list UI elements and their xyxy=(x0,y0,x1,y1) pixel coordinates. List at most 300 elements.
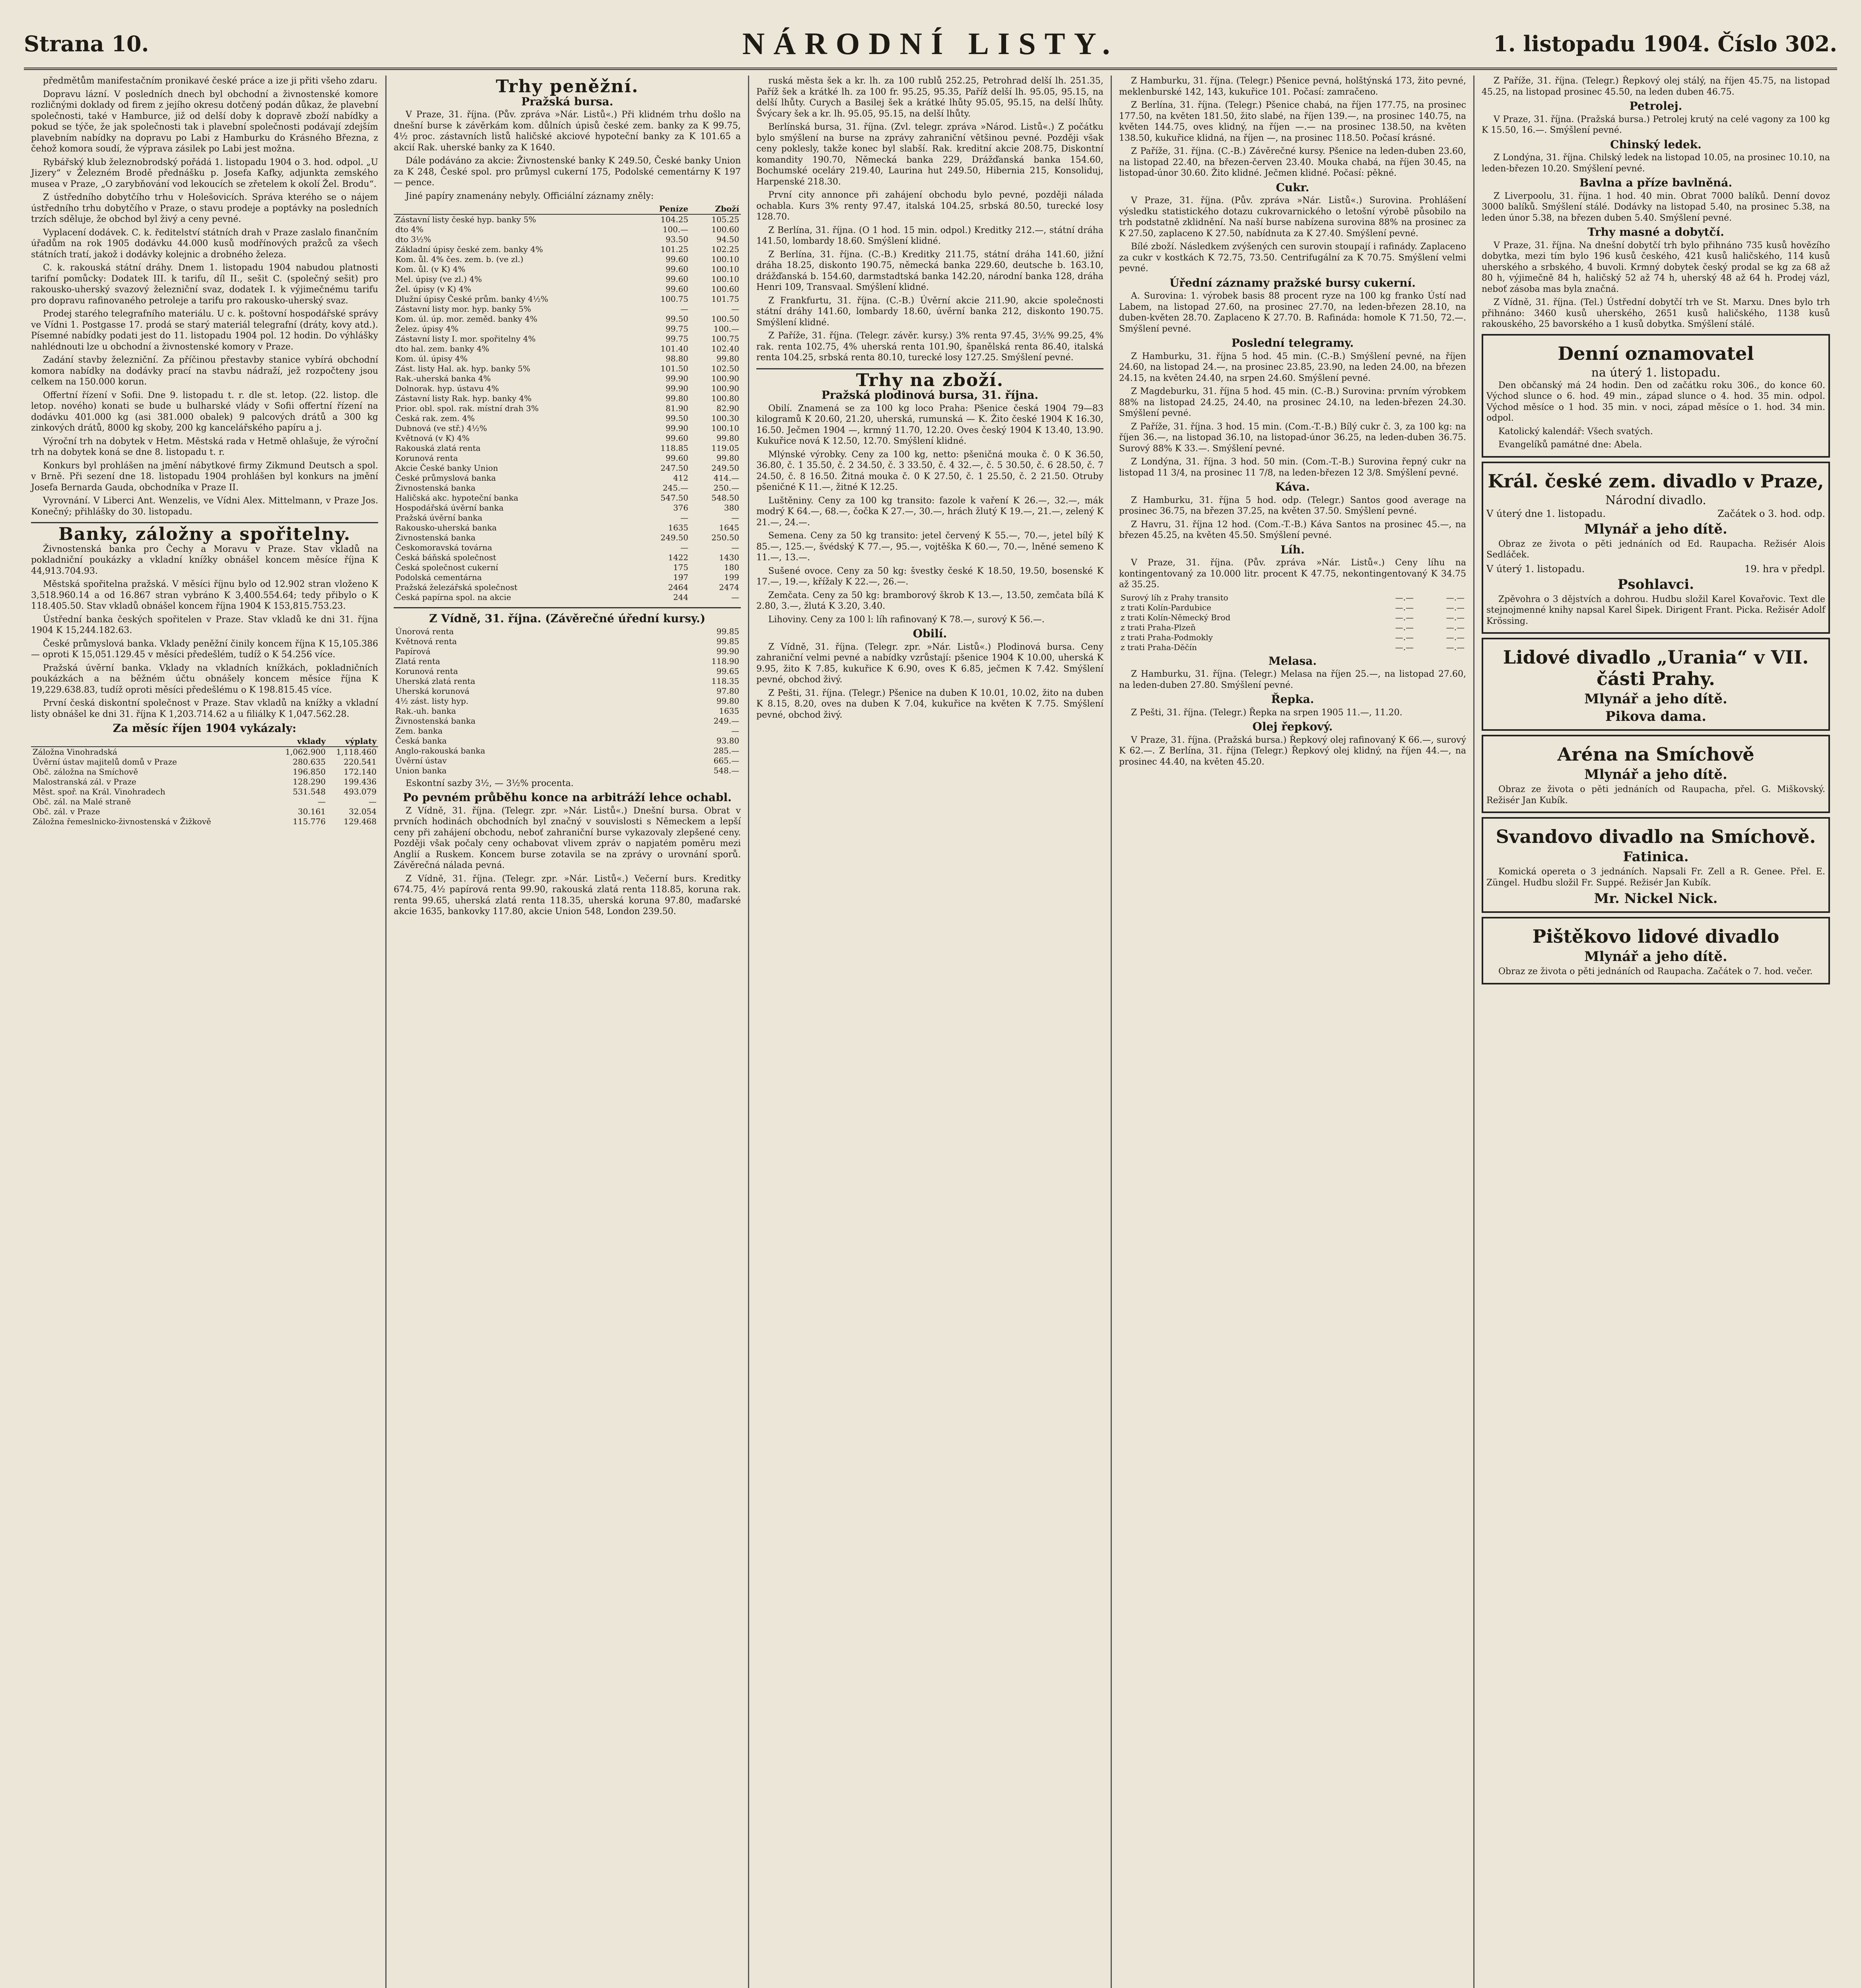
table-row xyxy=(394,503,741,513)
article-paragraph: Z Pešti, 31. října. (Telegr.) Pšenice na duben K 10.01, 10.02, žito na duben K 8.15, 8.20, oves na duben K 7.04, kukuřice na květen K 7.75. Smýšlení pevné, obchod živý. xyxy=(756,688,1103,720)
row-label: z trati Praha-Děčín xyxy=(1121,642,1197,652)
article-paragraph: Obilí. Znamená se za 100 kg loco Praha: Pšenice česká 1904 79—83 kilogramů K 20.60, 21.20, uherská, rumunská — K. Žito české 1904 K 16.30, 16.50. Ječmen 1904 —, krmný 11.70, 12.20. Oves český 1904 K 13.40, 13.90. Kukuřice nová K 12.50, 12.70. Smýšlení klidné. xyxy=(756,403,1103,446)
play-title: Mlynář a jeho dítě. xyxy=(1584,949,1727,965)
article-paragraph: Semena. Ceny za 50 kg transito: jetel červený K 55.—, 70.—, jetel bílý K 85.—, 125.—, švédský K 77.—, 95.—, vojtěška K 60.—, 70.—, lněné semeno K 11.—, 13.—. xyxy=(756,531,1103,563)
row-label: Union banka xyxy=(395,765,447,775)
row-value: 98.80 xyxy=(665,354,688,363)
article-paragraph: Z Magdeburku, 31. října 5 hod. 45 min. (C.-B.) Surovina: prvním výrobkem 88% na listopad 24.25, 24.40, na prosinec 24.10, na leden-březen 24.30. Smýšlení pevné. xyxy=(1119,386,1466,418)
row-value: 2474 xyxy=(719,582,739,592)
play-title: Pikova dama. xyxy=(1605,709,1706,724)
row-label: Zást. listy Hal. ak. hyp. banky 5% xyxy=(395,364,530,373)
spirit-title: Líh. xyxy=(1280,543,1305,556)
row-value: 197 xyxy=(673,573,688,582)
row-value: — xyxy=(731,726,739,736)
row-value: 100.80 xyxy=(711,394,739,403)
table-row xyxy=(394,414,741,423)
daily-announcer xyxy=(1482,334,1830,458)
row-label: Zem. banka xyxy=(395,726,443,736)
row-label: Rakousko-uherská banka xyxy=(395,523,497,532)
daily-announcer-title: Denní oznamovatel xyxy=(1558,342,1754,364)
table-row xyxy=(394,592,741,602)
table-row xyxy=(394,453,741,463)
article-paragraph: Sušené ovoce. Ceny za 50 kg: švestky české K 18.50, 19.50, bosenské K 17.—, 19.—, křížaly K 22.—, 26.—. xyxy=(756,566,1103,587)
article-paragraph: Vyrovnání. V Liberci Ant. Wenzelis, ve Vídni Alex. Mittelmann, v Praze Jos. Konečný; přihlášky do 30. listopadu. xyxy=(31,496,378,517)
sugar-exchange-title: Úřední záznamy pražské bursy cukerní. xyxy=(1169,276,1416,289)
column-2 xyxy=(387,76,749,1988)
article-paragraph: Z Pešti, 31. října. (Telegr.) Řepka na srpen 1905 11.—, 11.20. xyxy=(1131,707,1403,718)
column-3 xyxy=(749,76,1112,1988)
table-row xyxy=(394,334,741,344)
table-row xyxy=(394,245,741,254)
article-paragraph: C. k. rakouská státní dráhy. Dnem 1. listopadu 1904 nabudou platnosti tarifní pomůcky: Dodatek III. k tarifu, díl II., sešit C. (společný sešit) pro rakousko-uherský svazový železniční svaz, dodatek I. k výjimečnému tarifu pro dopravu rafinovaného petroleje a tarifu pro rakousko-uherský svaz. xyxy=(31,263,378,306)
deposits-title: Za měsíc říjen 1904 vykázaly: xyxy=(113,722,297,735)
row-label: Česká společnost cukerní xyxy=(395,563,498,572)
bank-report: Městská spořitelna pražská. V měsíci říjnu bylo od 12.902 stran vloženo K 3,518.960.14 a od 16.867 stran vybráno K 3,400.554.64; tedy přibylo o K 118.405.50. Stav vkladů obnášel koncem října 1904 K 153,815.753.23. xyxy=(31,579,378,611)
table-row xyxy=(1119,593,1466,603)
table-row xyxy=(394,364,741,374)
table-row xyxy=(394,756,741,766)
table-row xyxy=(394,284,741,294)
row-value: 119.05 xyxy=(711,443,739,453)
divider xyxy=(31,522,378,523)
table-row xyxy=(394,716,741,726)
row-label: Živnostenská banka xyxy=(395,716,476,726)
row-value: 100.10 xyxy=(711,254,739,264)
table-row xyxy=(394,443,741,453)
table-row xyxy=(394,374,741,384)
article-paragraph: Z Vídně, 31. října. (Telegr. zpr. »Nár. Listů«.) Večerní burs. Kreditky 674.75, 4½ papírová renta 99.90, rakouská zlatá renta 118.85, koruna rak. renta 99.65, uherská zlatá renta 118.35, uherská koruna 97.80, maďarské akcie 1635, bankovky 117.80, akcie Union 548, London 239.50. xyxy=(394,874,741,916)
row-label: Základní úpisy české zem. banky 4% xyxy=(395,245,543,254)
page-header xyxy=(24,20,1837,70)
row-value: —.— xyxy=(1446,622,1465,632)
table-row xyxy=(394,696,741,706)
table-row xyxy=(394,463,741,473)
row-label: Zástavní listy české hyp. banky 5% xyxy=(395,215,536,224)
row-value: —.— xyxy=(1395,602,1414,612)
table-row xyxy=(394,582,741,592)
row-value: 100.90 xyxy=(711,374,739,383)
row-value: — xyxy=(680,304,688,314)
row-label: Korunová renta xyxy=(395,453,458,463)
row-value: 105.25 xyxy=(711,215,739,224)
row-value: —.— xyxy=(1395,642,1414,652)
article-paragraph: V Praze, 31. října. (Pův. zpráva »Nár. Listů«.) Při klidném trhu došlo na dnešní burse k závěrkám kom. důlních úpisů české zem. banky za K 99.75, 4½ proc. zástavních listů haličské akciové hypoteční banky za K 101.65 a akcií Rak. uherské banky za K 1640. xyxy=(394,110,741,153)
row-value: 99.60 xyxy=(665,254,688,264)
article-paragraph: Z Frankfurtu, 31. října. (C.-B.) Úvěrní akcie 211.90, akcie společnosti státní dráhy 141.60, lombardy 18.60, úvěrní banka 212, diskonto 190.75. Smýšlení klidné. xyxy=(756,295,1103,328)
row-value: — xyxy=(731,513,739,522)
table-row: Obč. zál. v Praze 30.161 32.054 xyxy=(33,806,377,816)
row-value: 99.90 xyxy=(665,374,688,383)
row-label: Korunová renta xyxy=(395,666,458,676)
row-value: 118.85 xyxy=(660,443,688,453)
row-value: 104.25 xyxy=(660,215,688,224)
article-paragraph: ruská města šek a kr. lh. za 100 rublů 252.25, Petrohrad delší lh. 251.35, Paříž šek a krátké lh. za 100 fr. 95.25, 95.35, Paříž delší lh. 95.05, 95.15, na delší lhůty. Curych a Basilej šek a krátké lhůty 95.05, 95.15, na delší lhůty. Švýcary šek a kr. lh. 95.05, 95.15, na delší lhůty. xyxy=(756,76,1103,119)
row-value: 101.25 xyxy=(660,245,688,254)
theatre-arena xyxy=(1482,735,1830,813)
row-value: 100.50 xyxy=(711,314,739,324)
play-title: Mlynář a jeho dítě. xyxy=(1584,767,1727,782)
table-row xyxy=(394,573,741,582)
table-row xyxy=(394,404,741,414)
row-value: —.— xyxy=(1446,592,1465,602)
play-description: Komická opereta o 3 jednáních. Napsali Fr. Zell a R. Genee. Přel. E. Züngel. Hudbu složil Fr. Suppé. Režisér Jan Kubík. xyxy=(1486,867,1825,888)
row-label: Živnostenská banka xyxy=(395,483,476,493)
article-paragraph: Dopravu lázní. V posledních dnech byl obchodní a živnostenské komore rozličnými doklady od firem z jejího okresu dotčený podán důkaz, že plavební společnosti, také v Hamburce, již od delší doby k dopravě zboží nabídky a pokud se týče, že jak společnosti tak i plavební společnosti podávají zdejším plavebním nabídky na dopravu po Labi z Hamburku do Krásného Března, z čehož komora soudí, že výprava zásilek po Labi jest možna. xyxy=(31,89,378,154)
article-paragraph: Berlínská bursa, 31. října. (Zvl. telegr. zpráva »Národ. Listů«.) Z počátku bylo smýšlení na burse na zprávy zahraniční většinou pevné. Později však ceny poklesly, takže konec byl slabší. Rak. kreditní akcie 208.75, Diskontní komandity 190.70, Německá banka 229, Drážďanská banka 154.60, Bochumské oceláry 219.40, Laurina hut 249.50, Hibernia 215, Konsoliduj, Harpenské 218.30. xyxy=(756,122,1103,187)
row-value: 414.— xyxy=(713,473,739,483)
row-value: 101.50 xyxy=(660,364,688,373)
row-value: 412 xyxy=(673,473,688,483)
row-value: 1422 xyxy=(668,553,688,562)
row-label: Zástavní listy I. mor. spořitelny 4% xyxy=(395,334,536,344)
table-row: Měst. spoř. na Král. Vinohradech 531.548 493.079 xyxy=(33,786,377,796)
article-paragraph: Z Paříže, 31. října. 3 hod. 15 min. (Com.-T.-B.) Bílý cukr č. 3, za 100 kg: na říjen 36.—, na listopad 36.10, na listopad-únor 36.25, na leden-duben 36.75. Surový 88% K 33.—. Smýšlení pevné. xyxy=(1119,421,1466,454)
table-row xyxy=(394,656,741,666)
table-row xyxy=(394,225,741,235)
table-row xyxy=(1119,613,1466,623)
article-paragraph: Zemčata. Ceny za 50 kg: bramborový škrob K 13.—, 13.50, zemčata bílá K 2.80, 3.—, žlutá K 3.20, 3.40. xyxy=(756,590,1103,611)
table-row xyxy=(1119,603,1466,613)
table-row xyxy=(394,423,741,433)
row-value: 101.75 xyxy=(711,294,739,304)
row-label: Česká papírna spol. na akcie xyxy=(395,592,511,602)
row-label: Kom. ůl. (v K) 4% xyxy=(395,264,466,274)
theatre-subtitle: Národní divadlo. xyxy=(1605,493,1706,507)
table-row xyxy=(394,706,741,716)
article-paragraph: Z Londýna, 31. října. 3 hod. 50 min. (Com.-T.-B.) Surovina řepný cukr na listopad 11 3/4, na prosinec 11 7/8, na leden-březen 12 3/8. Smýšlení pevné. xyxy=(1119,457,1466,478)
row-label: České průmyslová banka xyxy=(395,473,496,483)
table-row xyxy=(394,294,741,304)
table-row xyxy=(394,254,741,264)
row-label: Podolská cementárna xyxy=(395,573,482,582)
row-label: z trati Kolín-Pardubice xyxy=(1121,602,1212,612)
row-label: Zlatá renta xyxy=(395,656,440,666)
row-value: 99.80 xyxy=(716,354,739,363)
play-description: Obraz ze života o pěti jednáních od Ed. Raupacha. Režisér Alois Sedláček. xyxy=(1486,539,1825,560)
table-row xyxy=(394,533,741,543)
row-value: 1430 xyxy=(719,553,739,562)
row-label: Prior. obl. spol. rak. místní drah 3% xyxy=(395,404,539,413)
table-row: Obč. zál. na Malé straně — — xyxy=(33,796,377,806)
row-value: 100.10 xyxy=(711,423,739,433)
play-description: Obraz ze života o pěti jednáních od Raupacha, přel. G. Miškovský. Režisér Jan Kubík. xyxy=(1486,784,1825,806)
row-value: 100.— xyxy=(713,324,739,334)
article-paragraph: Výroční trh na dobytek v Hetm. Městská rada v Hetmě ohlašuje, že výroční trh na dobytek koná se dne 8. listopadu t. r. xyxy=(31,436,378,457)
row-value: 2464 xyxy=(668,582,688,592)
row-value: 665.— xyxy=(713,755,739,765)
molasses-title: Melasa. xyxy=(1268,654,1317,668)
table-row xyxy=(394,384,741,394)
meat-markets-title: Trhy masné a dobytčí. xyxy=(1587,225,1724,239)
row-value: 376 xyxy=(673,503,688,513)
table-row xyxy=(394,324,741,334)
table-row xyxy=(394,274,741,284)
row-value: 99.75 xyxy=(665,334,688,344)
article-paragraph: Z Hamburku, 31. října. (Telegr.) Melasa na říjen 25.—, na listopad 27.60, na leden-duben 27.80. Smýšlení pevné. xyxy=(1119,669,1466,690)
article-paragraph: Offertní řízení v Sofii. Dne 9. listopadu t. r. dle st. letop. (22. listop. dle letop. nového) konati se bude u bulharské vlády v Sofii offertní řízení na dodávku 401.000 kg (asi 381.000 obalek) 9 palcových drátů a 300 kg zinkových drátů, 8000 kg skoby, 200 kg kancelářského papíru a j. xyxy=(31,390,378,433)
row-value: — xyxy=(731,304,739,314)
play-title: Fatinica. xyxy=(1623,849,1689,865)
article-paragraph: Z Hamburku, 31. října 5 hod. 45 min. (C.-B.) Smýšlení pevné, na říjen 24.60, na listopad 24.—, na prosinec 23.85, 23.90, na leden 24.00, na březen 24.15, na květen 24.40, na srpen 24.60. Smýšlení pevné. xyxy=(1119,351,1466,383)
divider xyxy=(756,368,1103,369)
row-value: 99.60 xyxy=(665,264,688,274)
row-value: 102.50 xyxy=(711,364,739,373)
produce-exchange-title: Pražská plodinová bursa, 31. října. xyxy=(821,388,1039,402)
row-value: 99.60 xyxy=(665,453,688,463)
article-paragraph: Mlýnské výrobky. Ceny za 100 kg, netto: pšeničná mouka č. 0 K 36.50, 36.80, č. 1 35.50, č. 2 34.50, č. 3 33.50, č. 4 32.—, č. 5 30.50, č. 6 28.50, č. 7 24.50, č. 8 16.50. Žitná mouka č. 0 K 27.50, č. 1 25.50, č. 2 21.50. Otruby pšeničné K 11.—, žitné K 12.25. xyxy=(756,449,1103,492)
table-row xyxy=(394,736,741,746)
row-value: —.— xyxy=(1446,612,1465,622)
row-value: 100.10 xyxy=(711,264,739,274)
table-row: Obč. záložna na Smíchově 196.850 172.140 xyxy=(33,767,377,777)
row-label: Rak.-uh. banka xyxy=(395,706,456,716)
article-paragraph: předmětům manifestačním pronikavé české práce a ize ji přiti všeho zdaru. xyxy=(43,76,378,86)
article-paragraph: V Praze, 31. října. Na dnešní dobytčí trh bylo přihnáno 735 kusů hovězího dobytka, mezi tím bylo 196 kusů českého, 421 kusů haličského, 114 kusů uherského a srbského, 4 buvoli. Krmný dobytek český prodal se kg za 68 až 80 h, výjimečně 84 h, haličský 52 až 74 h, uherský 48 až 64 h. Prodej vázl, neboť zásoba mas byla značná. xyxy=(1482,240,1830,294)
row-value: 93.50 xyxy=(665,235,688,244)
article-paragraph: Z ústředního dobytčího trhu v Holešovicích. Správa kterého se o nájem ústředního trhu dobytčího v Praze, o stavu prodeje a poptávky na posledních trzích sděluje, že obchod byl živý a ceny pevné. xyxy=(31,192,378,224)
columns xyxy=(24,76,1837,1988)
row-value: 100.75 xyxy=(660,294,688,304)
table-row xyxy=(394,214,741,225)
article-paragraph: Zadání stavby železniční. Za příčinou přestavby stanice vybírá obchodní komora nabídky na dodávky prací na stavbu nádraží, jež rozpočteny jsou celkem na 150.000 korun. xyxy=(31,355,378,387)
row-value: 548.— xyxy=(713,765,739,775)
row-label: Zástavní listy Rak. hyp. banky 4% xyxy=(395,394,532,403)
vienna-quotes-table xyxy=(394,627,741,776)
row-value: 99.50 xyxy=(665,314,688,324)
table-row xyxy=(394,686,741,696)
table-row xyxy=(394,553,741,563)
article-paragraph: Luštěniny. Ceny za 100 kg transito: fazole k vaření K 26.—, 32.—, mák modrý K 64.—, 68.—, čočka K 27.—, 30.—, hrách žlutý K 19.—, 21.—, zelený K 21.—, 24.—. xyxy=(756,495,1103,528)
theatre-national: Král. české zem. divadlo v Praze, Národní divadlo. V úterý dne 1. listopadu. Začátek o 3. hod. odp. Mlynář a jeho dítě. Obraz ze života o pěti jednáních od Ed. Raupacha. Režisér Alois Sedláček. V úterý 1. listopadu. 19. hra v předpl. Psohlavci. Zpěvohra o 3 dějstvích a dohrou. Hudbu složil Karel Kovařovic. Text dle stejnojmenné knihy napsal Karel Šipek. Dirigent Frant. Picka. Režisér Adolf Krössing. xyxy=(1482,462,1830,634)
row-value: 1645 xyxy=(719,523,739,532)
table-row xyxy=(394,543,741,553)
table-row xyxy=(394,304,741,314)
row-label: Pražská železářská společnost xyxy=(395,582,518,592)
article-paragraph: Z Berlína, 31. října. (C.-B.) Kreditky 211.75, státní dráha 141.60, jižní dráha 18.25, diskonto 190.75, německá banka 229.60, deutsche b. 163.10, drážďanská b. 154.60, darmstadtská banka 142.20, národní banka 128, dráha Henri 109, Transvaal. Smýšlení klidné. xyxy=(756,249,1103,292)
row-label: Úvěrní ústav xyxy=(395,755,447,765)
row-label: Papírová xyxy=(395,646,431,656)
article-paragraph: Z Berlína, 31. října. (O 1 hod. 15 min. odpol.) Kreditky 212.—, státní dráha 141.50, lombardy 18.60. Smýšlení klidné. xyxy=(756,225,1103,246)
discount-rates: Eskontní sazby 3½, — 3½% procenta. xyxy=(406,778,574,788)
article-paragraph: Dále podáváno za akcie: Živnostenské banky K 249.50, České banky Union za K 248, České spol. pro průmysl cukerní 175, Podolské cementárny K 197 — pence. xyxy=(394,156,741,188)
play-description: Obraz ze života o pěti jednáních od Raupacha. Začátek o 7. hod. večer. xyxy=(1498,967,1813,977)
table-row xyxy=(394,493,741,503)
row-value: 249.50 xyxy=(660,533,688,542)
article-paragraph: V Praze, 31. října. (Pův. zpráva »Nár. Listů«.) Surovina. Prohlášení výsledku statistického dotazu cukrovarnického o letošní výrobě působilo na trh podstatně zklidnění. Na naší burse nabízena surovina 88% na prosinec za K 27.50, zaplaceno K 27.50, nabídnuta za K 27.40. Smýšlení pevné. xyxy=(1119,196,1466,239)
announcer-line: Den občanský má 24 hodin. Den od začátku roku 306., do konce 60. Východ slunce o 6. hod. 49 min., západ slunce o 4. hod. 35 min. odpol. Východ měsíce o 1 hod. 35 min. v noci, západ měsíce o 1. hod. 34 min. odpol. xyxy=(1486,380,1825,423)
row-label: Želez. úpisy 4% xyxy=(395,324,458,334)
row-value: 250.— xyxy=(713,483,739,493)
vienna-quotes-title: Z Vídně, 31. října. (Závěrečné úřední kursy.) xyxy=(429,612,705,625)
theatre-title: Král. české zem. divadlo v Praze, xyxy=(1488,470,1824,492)
coffee-title: Káva. xyxy=(1275,480,1310,493)
row-label: 4½ zást. listy hyp. xyxy=(395,696,469,706)
table-row: Malostranská zál. v Praze 128.290 199.436 xyxy=(33,777,377,786)
row-value: 547.50 xyxy=(660,493,688,503)
row-value: 245.— xyxy=(662,483,688,493)
article-paragraph: Z Paříže, 31. října. (Telegr. závěr. kursy.) 3% renta 97.45, 3½% 99.25, 4% rak. renta 102.75, 4% uherská renta 101.90, španělská renta 86.40, italská renta 104.25, srbská renta 80.10, turecké losy 127.25. Smýšlení pevné. xyxy=(756,331,1103,363)
cotton-title: Bavlna a příze bavlněná. xyxy=(1579,176,1733,189)
table-header-row: vklady výplaty xyxy=(31,736,378,747)
article-paragraph: Z Vídně, 31. října. (Telegr. zpr. »Nár. Listů«.) Plodinová bursa. Ceny zahraniční velmi pevné a nabídky vzrůstají: pšenice 1904 K 10.00, uherská K 9.95, žito K 7.85, kukuřice K 6.90, oves K 6.85, ječmen K 7.42. Smýšlení pevné, obchod živý. xyxy=(756,642,1103,685)
table-row xyxy=(394,235,741,245)
play-title: Mr. Nickel Nick. xyxy=(1594,891,1718,907)
row-label: dto 3½% xyxy=(395,235,431,244)
row-value: — xyxy=(731,592,739,602)
row-value: 249.50 xyxy=(711,463,739,473)
spirit-table xyxy=(1119,593,1466,652)
row-label: Květnová (v K) 4% xyxy=(395,433,470,443)
article-paragraph: Rybářský klub železnobrodský pořádá 1. listopadu 1904 o 3. hod. odpol. „U Jizery“ v Železném Brodě přednášku p. Josefa Kafky, adjunkta zemského musea v Praze, „O zarybňování vod lekoucích se zřetelem k okolí Žel. Brodu“. xyxy=(31,157,378,189)
row-label: Anglo-rakouská banka xyxy=(395,746,486,755)
article-paragraph: Z Londýna, 31. října. Chilský ledek na listopad 10.05, na prosinec 10.10, na leden-březen 10.20. Smýšlení pevné. xyxy=(1482,153,1830,174)
table-row xyxy=(394,627,741,637)
row-label: z trati Praha-Plzeň xyxy=(1121,622,1196,632)
play-description: Zpěvohra o 3 dějstvích a dohrou. Hudbu složil Karel Kovařovic. Text dle stejnojmenné knihy napsal Karel Šipek. Dirigent Frant. Picka. Režisér Adolf Krössing. xyxy=(1486,594,1825,626)
column-1 xyxy=(24,76,387,1988)
row-value: 380 xyxy=(724,503,739,513)
rapeseed-oil-title: Olej řepkový. xyxy=(1252,720,1333,733)
row-value: 100.30 xyxy=(711,414,739,423)
row-value: 247.50 xyxy=(660,463,688,473)
row-value: 99.90 xyxy=(665,423,688,433)
row-label: Kom. úl. úpisy 4% xyxy=(395,354,468,363)
row-label: Živnostenská banka xyxy=(395,533,476,542)
row-label: Únorová renta xyxy=(395,626,454,636)
table-row: Záložna řemeslnicko-živnostenská v Žižkově 115.776 129.468 xyxy=(33,816,377,826)
row-value: 99.80 xyxy=(716,696,739,706)
announcer-line: Evangelíků památné dne: Abela. xyxy=(1498,440,1642,450)
row-label: Haličská akc. hypoteční banka xyxy=(395,493,519,503)
article-paragraph: Konkurs byl prohlášen na jmění nábytkové firmy Zikmund Deutsch a spol. v Brně. Při sezení dne 18. listopadu 1904 prohlášen byl konkurs na jmění Josefa Bernarda Gauda, obchodníka v Praze II. xyxy=(31,460,378,493)
bank-report: České průmyslová banka. Vklady peněžní činily koncem října K 15,105.386 — oproti K 15,051.129.45 v měsíci předešlém, tudíž o K 54.256 více. xyxy=(31,639,378,660)
table-row xyxy=(394,563,741,573)
grain-title: Obilí. xyxy=(913,627,947,640)
table-row xyxy=(394,666,741,676)
table-row: Záložna Vinohradská 1,062.900 1,118.460 xyxy=(33,747,377,757)
row-value: 102.40 xyxy=(711,344,739,353)
table-row xyxy=(394,473,741,483)
row-value: 100.75 xyxy=(711,334,739,344)
row-label: Uherská zlatá renta xyxy=(395,676,476,686)
row-value: 81.90 xyxy=(665,404,688,413)
row-value: 82.90 xyxy=(716,404,739,413)
article-paragraph: V Praze, 31. října. (Pův. zpráva »Nár. Listů«.) Ceny líhu na kontingentovaný za 10.000 litr. procent K 47.75, nekontingentovaný K 34.75 až 35.25. xyxy=(1119,558,1466,590)
rapeseed-title: Řepka. xyxy=(1271,693,1314,706)
row-value: 94.50 xyxy=(716,235,739,244)
article-paragraph: Z Paříže, 31. října. (Telegr.) Řepkový olej stálý, na říjen 45.75, na listopad 45.25, na listopad prosinec 45.50, na leden duben 46.75. xyxy=(1482,76,1830,97)
row-value: 99.65 xyxy=(716,666,739,676)
row-value: 548.50 xyxy=(711,493,739,503)
article-paragraph: Z Vídně, 31. října. (Tel.) Ústřední dobytčí trh ve St. Marxu. Dnes bylo trh přihnáno: 3460 kusů uherského, 2651 kusů haličského, 1138 kusů rakouského, 25 bavorského a 1 kusů dobytka. Smýšlení stálé. xyxy=(1482,297,1830,329)
article-paragraph: Z Hamburku, 31. října 5 hod. odp. (Telegr.) Santos good average na prosinec 36.75, na březen 37.25, na květen 37.50. Smýšlení pevné. xyxy=(1119,495,1466,516)
row-value: —.— xyxy=(1395,612,1414,622)
row-value: —.— xyxy=(1446,602,1465,612)
row-value: 1635 xyxy=(719,706,739,716)
row-value: 244 xyxy=(673,592,688,602)
article-paragraph: A. Surovina: 1. výrobek basis 88 procent ryze na 100 kg franko Ústí nad Labem, na listopad 27.60, na prosinec 27.70, na leden-březen 28.10, na duben-květen 28.70. Zaplaceno K 27.70. B. Rafináda: homole K 71.50, 72.—. Smýšlení pevné. xyxy=(1119,291,1466,334)
table-row xyxy=(394,314,741,324)
table-row xyxy=(394,483,741,493)
row-label: Surový líh z Prahy transito xyxy=(1121,592,1228,602)
theatre-title: Lidové divadlo „Urania“ v VII. části Prahy. xyxy=(1503,646,1809,689)
deposits-table xyxy=(31,736,378,827)
row-label: Českomoravská továrna xyxy=(395,543,492,552)
table-row xyxy=(394,766,741,776)
section-title-commodity-markets: Trhy na zboží. xyxy=(856,370,1004,390)
table-row xyxy=(394,344,741,354)
bank-report: Živnostenská banka pro Čechy a Moravu v Praze. Stav vkladů na pokladniční poukázky a vkladní knížky obnášel koncem měsíce října K 44,913.704.93. xyxy=(31,544,378,576)
row-label: Česká báňská společnost xyxy=(395,553,496,562)
table-row xyxy=(394,746,741,756)
table-row xyxy=(394,676,741,686)
row-label: Květnová renta xyxy=(395,636,457,646)
column-5 xyxy=(1474,76,1837,1988)
bank-report: Ústřední banka českých spořitelen v Praze. Stav vkladů ke dni 31. října 1904 K 15,244.182.63. xyxy=(31,614,378,635)
row-value: —.— xyxy=(1395,632,1414,642)
announcer-line: Katolický kalendář: Všech svatých. xyxy=(1498,426,1653,437)
row-label: Česká rak. zem. 4% xyxy=(395,414,475,423)
theatre-urania xyxy=(1482,638,1830,731)
article-paragraph: Lihoviny. Ceny za 100 l: líh rafinovaný K 78.—, surový K 56.—. xyxy=(768,614,1045,625)
latest-telegrams-title: Poslední telegramy. xyxy=(1231,336,1354,349)
row-value: 97.80 xyxy=(716,686,739,696)
row-value: — xyxy=(680,543,688,552)
row-value: 250.50 xyxy=(711,533,739,542)
row-value: 100.10 xyxy=(711,274,739,284)
row-label: Česká banka xyxy=(395,736,447,746)
row-value: 99.50 xyxy=(665,414,688,423)
row-value: 180 xyxy=(724,563,739,572)
section-title-banks: Banky, záložny a spořitelny. xyxy=(58,524,351,544)
article-paragraph: Z Liverpoolu, 31. října. 1 hod. 40 min. Obrat 7000 balíků. Denní dovoz 3000 balíků. Smýšlení stálé. Dodávky na listopad 5.40, na prosinec 5.38, na leden únor 5.38, na březen duben 5.40. Smýšlení pevné. xyxy=(1482,191,1830,223)
row-label: dto hal. zem. banky 4% xyxy=(395,344,490,353)
table-header-row: Peníze Zboží xyxy=(394,204,741,214)
row-value: 1635 xyxy=(668,523,688,532)
play-title: Psohlavci. xyxy=(1617,576,1694,592)
row-value: 118.90 xyxy=(711,656,739,666)
article-paragraph: Bílé zboží. Následkem zvýšených cen surovin stoupají i rafinády. Zaplaceno za cukr v kostkách K 72.75, 73.50. Centrifugální za K 70.75. Smýšlení velmi pevné. xyxy=(1119,242,1466,274)
column-4 xyxy=(1112,76,1474,1988)
table-row xyxy=(394,726,741,736)
row-value: 99.80 xyxy=(716,453,739,463)
row-value: 100.— xyxy=(662,225,688,234)
table-row: Úvěrní ústav majitelů domů v Praze 280.635 220.541 xyxy=(33,757,377,767)
theatre-svanda xyxy=(1482,817,1830,913)
article-paragraph: Prodej starého telegrafního materiálu. U c. k. poštovní hospodářské správy ve Vídni 1. Postgasse 17. prodá se starý materiál telegrafní (dráty, kovy atd.). Písemné nabídky podati jest do 11. listopadu 1904 pol. 12 hodin. Do výhlášky nahlédnouti lze u obchodní a živnostenské komory v Praze. xyxy=(31,309,378,352)
petroleum-title: Petrolej. xyxy=(1629,99,1682,113)
row-value: —.— xyxy=(1446,642,1465,652)
row-value: 99.85 xyxy=(716,626,739,636)
play-title: Mlynář a jeho dítě. xyxy=(1584,691,1727,707)
row-value: —.— xyxy=(1395,622,1414,632)
table-row xyxy=(394,646,741,656)
row-value: 100.60 xyxy=(711,284,739,294)
row-value: 99.60 xyxy=(665,274,688,284)
row-value: — xyxy=(731,543,739,552)
row-value: 249.— xyxy=(713,716,739,726)
masthead: NÁRODNÍ LISTY. xyxy=(742,26,1119,61)
row-value: — xyxy=(680,513,688,522)
article-paragraph: Z Havru, 31. října 12 hod. (Com.-T.-B.) Káva Santos na prosinec 45.—, na březen 45.25, na květen 45.50. Smýšlení pevné. xyxy=(1119,519,1466,540)
issue-date: 1. listopadu 1904. Číslo 302. xyxy=(1493,31,1837,56)
article-paragraph: Z Paříže, 31. října. (C.-B.) Závěrečné kursy. Pšenice na leden-duben 23.60, na listopad 22.40, na březen-červen 23.40. Mouka chabá, na říjen 30.45, na listopad-únor 30.60. Žito klidné. Ječmen klidné. Počasí: pěkné. xyxy=(1119,146,1466,178)
article-paragraph: První city annonce při zahájení obchodu bylo pevné, později nálada ochabla. Kurs 3% renty 97.47, italská 104.25, srbská 80.50, turecké losy 128.70. xyxy=(756,190,1103,222)
theatre-title: Svandovo divadlo na Smíchově. xyxy=(1496,826,1816,847)
theatre-pistek xyxy=(1482,917,1830,984)
row-value: 99.90 xyxy=(716,646,739,656)
row-label: Dlužní úpisy České prům. banky 4½% xyxy=(395,294,548,304)
